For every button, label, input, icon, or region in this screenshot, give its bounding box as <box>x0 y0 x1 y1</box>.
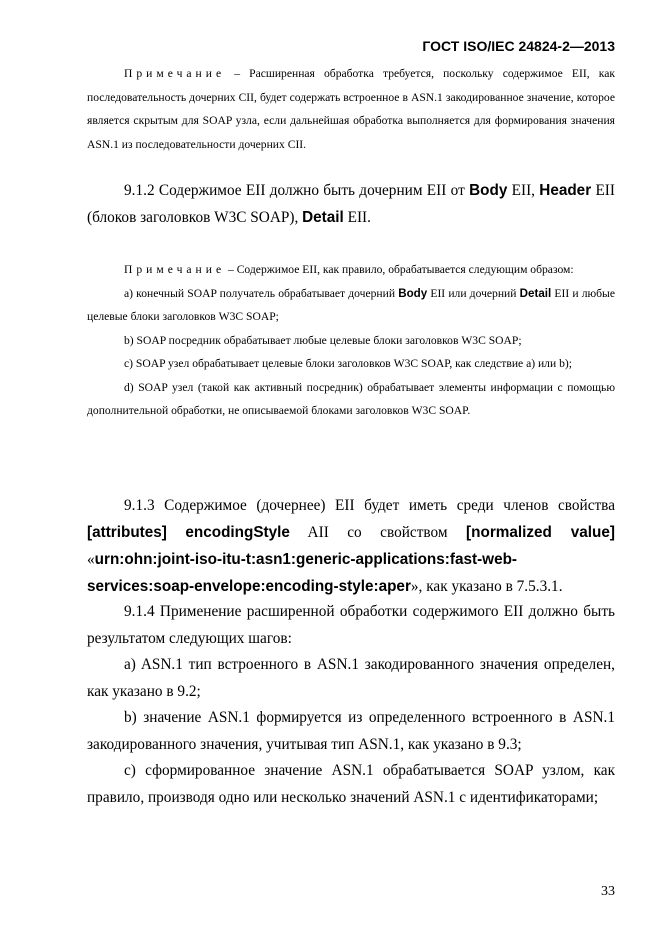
note-2-item-a: a) конечный SOAP получатель обрабатывает дочерний Body EII или дочерний Detail EII и любые целевые блоки заголовков W3C SOAP; <box>87 286 615 323</box>
note-2-intro: Примечание – Содержимое EII, как правило, обрабатывается следующим образом: <box>124 263 574 276</box>
section-9-1-4-item-b: b) значение ASN.1 формируется из определенного встроенного в ASN.1 закодированного значения, учитывая тип ASN.1, как указано в 9.3; <box>87 709 615 753</box>
page-number: 33 <box>601 884 615 899</box>
note-2-item-c: c) SOAP узел обрабатывает целевые блоки заголовков W3C SOAP, как следствие a) или b); <box>124 357 572 370</box>
note-2 <box>87 258 615 423</box>
section-9-1-4 <box>87 599 615 811</box>
document-header: ГОСТ ISO/IEC 24824-2—2013 <box>422 38 615 54</box>
section-9-1-3-text: 9.1.3 Содержимое (дочернее) EII будет иметь среди членов свойства [attributes] encodingStyle AII со свойством [normalized value] «urn:ohn:joint-iso-itu-t:asn1:generic-applications:fast-web-services:soap-envelope:encoding-style:aper», как указано в 7.5.3.1. <box>87 497 616 595</box>
term-detail: Detail <box>302 208 344 226</box>
term-normalized-value: [normalized value] <box>466 524 616 541</box>
note-1-text: Примечание – Расширенная обработка требуется, поскольку содержимое EII, как последовательность дочерних CII, будет содержать встроенное в ASN.1 закодированное значение, которое является скрытым для SOAP узла, если дальнейшая обработка выполняется для формирования значения ASN.1 из последовательности дочерних CII. <box>87 67 615 151</box>
note-2-label: Примечание <box>124 263 226 276</box>
note-1 <box>87 62 615 156</box>
encoding-style-urn: urn:ohn:joint-iso-itu-t:asn1:generic-applications:fast-web-services:soap-envelope:encoding-style:aper <box>87 551 518 595</box>
term-detail: Detail <box>519 286 552 300</box>
note-2-item-d: d) SOAP узел (такой как активный посредник) обрабатывает элементы информации с помощью дополнительной обработки, не описываемой блоками заголовков W3C SOAP. <box>87 380 615 417</box>
term-encoding-style: encodingStyle <box>185 524 290 541</box>
term-body: Body <box>398 286 428 300</box>
section-9-1-4-item-c: c) сформированное значение ASN.1 обрабатывается SOAP узлом, как правило, производя одно или несколько значений ASN.1 с идентификаторами; <box>87 762 615 806</box>
section-9-1-3 <box>87 492 615 600</box>
term-attributes: [attributes] <box>87 524 167 541</box>
term-body: Body <box>469 182 508 199</box>
note-2-item-b: b) SOAP посредник обрабатывает любые целевые блоки заголовков W3C SOAP; <box>124 333 522 347</box>
section-9-1-4-item-a: a) ASN.1 тип встроенного в ASN.1 закодированного значения определен, как указано в 9.2; <box>87 656 615 700</box>
term-header: Header <box>539 182 592 199</box>
section-9-1-2-text: 9.1.2 Содержимое EII должно быть дочерним EII от Body EII, Header EII (блоков заголовков W3C SOAP), Detail EII. <box>87 182 615 226</box>
section-9-1-4-intro: 9.1.4 Применение расширенной обработки содержимого EII должно быть результатом следующих шагов: <box>87 603 615 647</box>
section-9-1-2 <box>87 178 615 231</box>
note-1-label: Примечание <box>124 67 226 80</box>
